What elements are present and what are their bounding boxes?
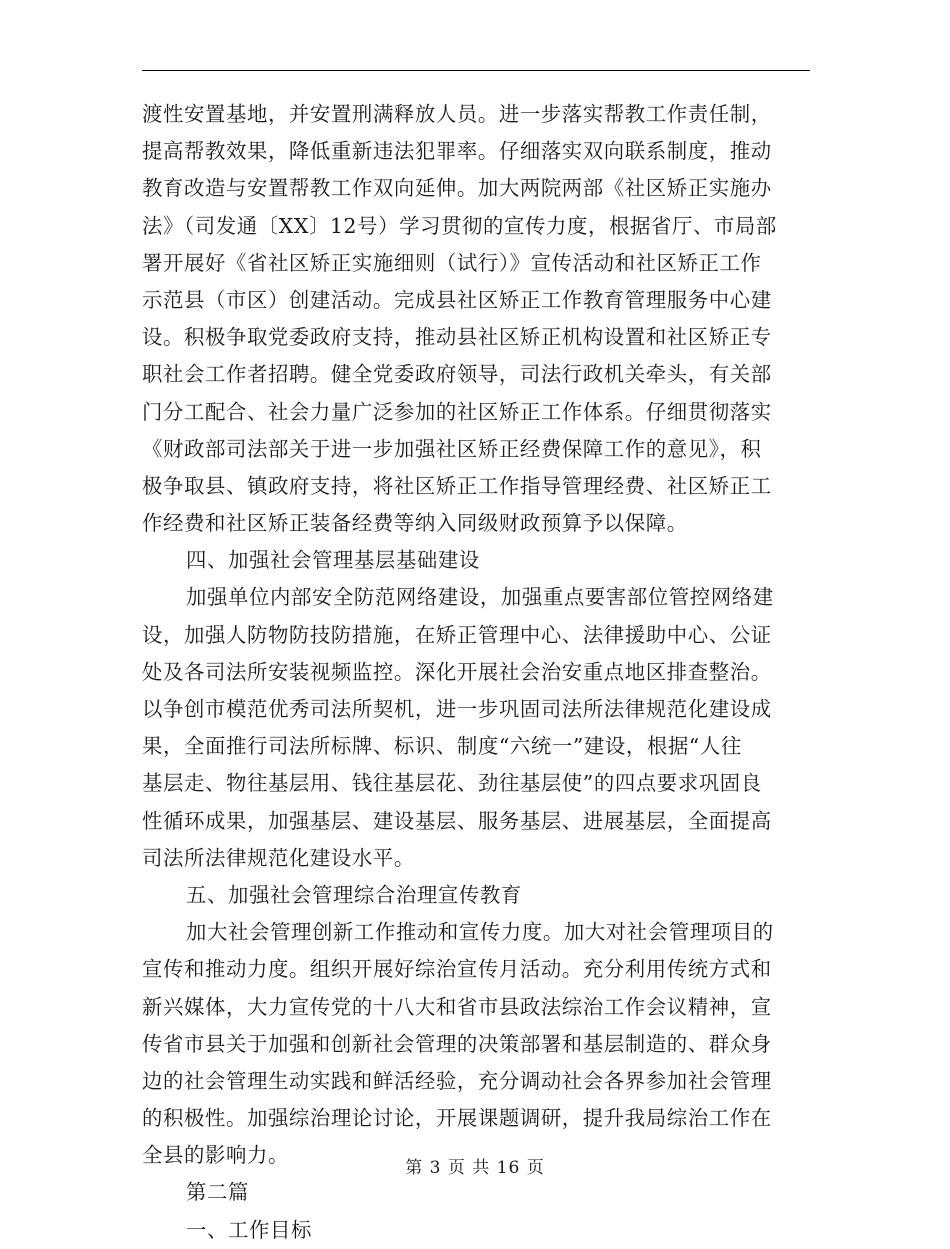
text-line: 果，全面推行司法所标牌、标识、制度“六统一”建设，根据“人往 [142, 734, 742, 759]
text-line: 渡性安置基地，并安置刑满释放人员。进一步落实帮教工作责任制， [142, 102, 772, 126]
text-line: 宣传和推动力度。组织开展好综治宣传月活动。充分利用传统方式和 [142, 957, 772, 982]
text-line: 法》（司发通〔XX〕12号）学习贯彻的宣传力度，根据省厅、市局部 [142, 213, 777, 238]
text-line: 全县的影响力。 [142, 1143, 289, 1168]
text-line: 新兴媒体，大力宣传党的十八大和省市县政法综治工作会议精神，宣 [142, 994, 772, 1019]
text-line: 加强单位内部安全防范网络建设，加强重点要害部位管控网络建 [186, 585, 774, 610]
text-line: 边的社会管理生动实践和鲜活经验，充分调动社会各界参加社会管理 [142, 1068, 772, 1093]
text-line: 示范县（市区）创建活动。完成县社区矫正工作教育管理服务中心建 [142, 287, 772, 312]
text-line: 以争创市模范优秀司法所契机，进一步巩固司法所法律规范化建设成 [142, 697, 772, 721]
text-line: 四、加强社会管理基层基础建设 [186, 548, 480, 573]
text-line: 加大社会管理创新工作推动和宣传力度。加大对社会管理项目的 [186, 920, 774, 945]
text-line: 职社会工作者招聘。健全党委政府领导，司法行政机关牵头，有关部 [142, 362, 772, 387]
text-line: 署开展好《省社区矫正实施细则（试行）》宣传活动和社区矫正工作 [142, 250, 762, 275]
text-line: 一、工作目标 [186, 1217, 312, 1242]
text-line: 教育改造与安置帮教工作双向延伸。加大两院两部《社区矫正实施办 [142, 176, 772, 201]
text-line: 性循环成果，加强基层、建设基层、服务基层、进展基层，全面提高 [142, 808, 772, 833]
text-line: 第二篇 [186, 1180, 249, 1205]
header-rule [142, 70, 810, 71]
text-line: 提高帮教效果，降低重新违法犯罪率。仔细落实双向联系制度，推动 [142, 139, 772, 164]
text-line: 《财政部司法部关于进一步加强社区矫正经费保障工作的意见》，积 [142, 436, 762, 461]
text-line: 作经费和社区矫正装备经费等纳入同级财政预算予以保障。 [142, 511, 688, 536]
text-line: 基层走、物往基层用、钱往基层花、劲往基层使”的四点要求巩固良 [142, 771, 762, 796]
document-body [142, 96, 822, 1249]
text-line: 的积极性。加强综治理论讨论，开展课题调研，提升我局综治工作在 [142, 1106, 772, 1131]
text-line: 设，加强人防物防技防措施，在矫正管理中心、法律援助中心、公证 [142, 622, 772, 647]
text-line: 门分工配合、社会力量广泛参加的社区矫正工作体系。仔细贯彻落实 [142, 399, 772, 424]
text-line: 设。积极争取党委政府支持，推动县社区矫正机构设置和社区矫正专 [142, 325, 772, 350]
text-line: 传省市县关于加强和创新社会管理的决策部署和基层制造的、群众身 [142, 1031, 772, 1056]
text-line: 司法所法律规范化建设水平。 [142, 845, 415, 870]
text-line: 处及各司法所安装视频监控。深化开展社会治安重点地区排查整治。 [142, 659, 772, 684]
page-number: 第 3 页 共 16 页 [405, 1158, 545, 1178]
text-line: 极争取县、镇政府支持，将社区矫正工作指导管理经费、社区矫正工 [142, 473, 772, 498]
text-line: 五、加强社会管理综合治理宣传教育 [186, 882, 522, 907]
